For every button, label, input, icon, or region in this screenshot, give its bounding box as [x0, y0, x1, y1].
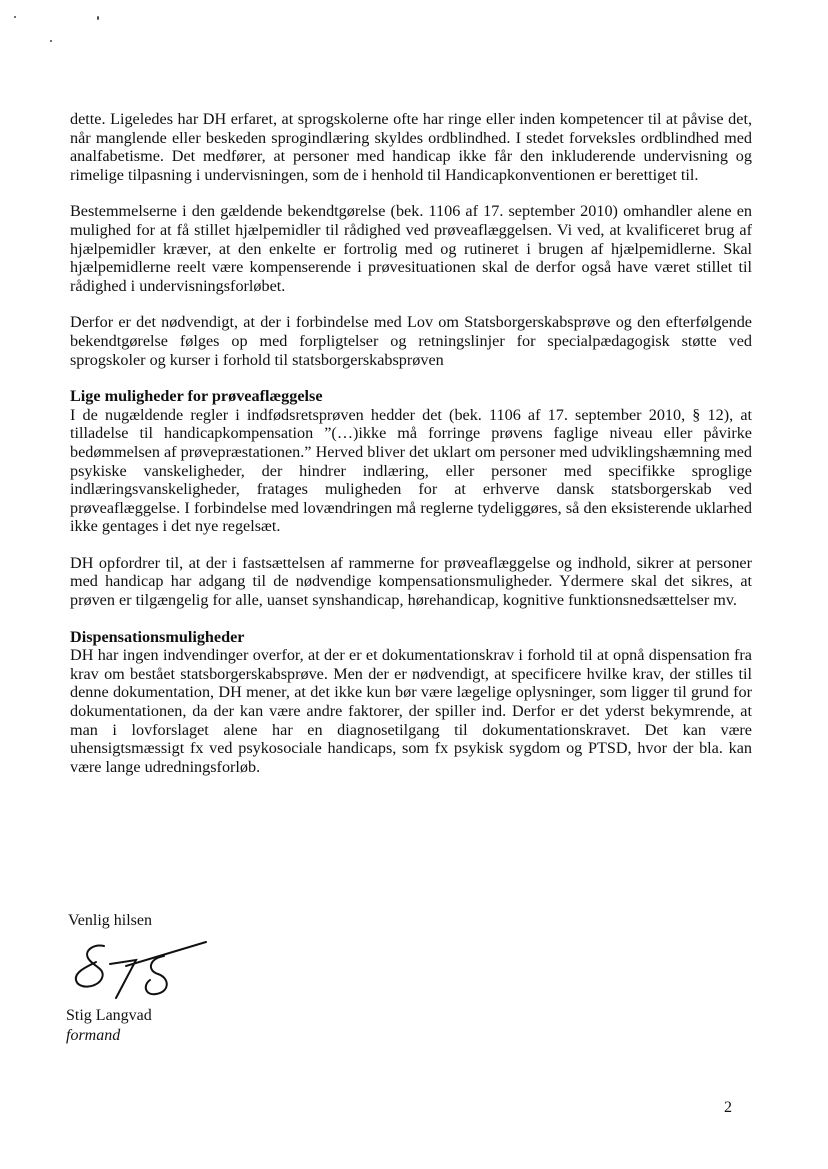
page-number: 2 [724, 1099, 732, 1116]
signer-block [66, 1006, 152, 1046]
paragraph-bestemmelserne: Bestemmelserne i den gældende bekendtgørelse (bek. 1106 af 17. september 2010) omhandler alene en mulighed for at få stillet hjælpemidler til rådighed ved prøveaflæggelsen. Vi ved, at kvalificeret brug af hjælpemidler kræver, at den enkelte er fortrolig med og rutineret i brugen af hjælpemidlerne. Skal hjælpemidlerne reelt være kompenserende i prøvesituationen skal de derfor også have været stillet til rådighed i undervisningsforløbet. [70, 202, 752, 295]
paragraph-dispensationsmuligheder: DH har ingen indvendinger overfor, at der er et dokumentationskrav i forhold til at opnå dispensation fra krav om bestået statsborgerskabsprøve. Men der er nødvendigt, at specificere hvilke krav, der stilles til denne dokumentation, DH mener, at det ikke kun bør være lægelige oplysninger, som ligger til grund for dokumentationen, da der kan være andre faktorer, der spiller ind. Derfor er det yderst bekymrende, at man i lovforslaget alene har en diagnosetilgang til dokumentationskravet. Det kan være uhensigtsmæssigt fx ved psykosociale handicaps, som fx psykisk sygdom og PTSD, hvor der bla. kan være lange udredningsforløb. [70, 646, 752, 776]
paragraph-derfor: Derfor er det nødvendigt, at der i forbindelse med Lov om Statsborgerskabsprøve og den efterfølgende bekendtgørelse følges op med forpligtelser og retningslinjer for specialpædagogisk støtte ved sprogskoler og kurser i forhold til statsborgerskabsprøven [70, 313, 752, 369]
signer-title: formand [66, 1027, 121, 1044]
paragraph-dh-opfordrer: DH opfordrer til, at der i fastsættelsen af rammerne for prøveaflæggelse og indhold, sikrer at personer med handicap har adgang til de nødvendige kompensationsmuligheder. Ydermere skal det sikres, at prøven er tilgængelig for alle, uanset synshandicap, hørehandicap, kognitive funktionsnedsættelser mv. [70, 553, 752, 610]
handwritten-signature [66, 936, 216, 1004]
heading-dispensationsmuligheder: Dispensationsmuligheder [70, 627, 245, 646]
paragraph-lige-muligheder: I de nugældende regler i indfødsretsprøven hedder det (bek. 1106 af 17. september 2010, § 12), at tilladelse til handicapkompensation ”(…)ikke må forringe prøvens faglige niveau eller påvirke bedømmelsen af prøvepræstationen.” Herved bliver det uklart om personer med udviklingshæmning med psykiske vanskeligheder, der hindrer indlæring, eller personer med specifikke sproglige indlæringsvanskeligheder, fratages muligheden for at erhverve dansk statsborgerskab ved prøveaflæggelse. I forbindelse med lovændringen må reglerne tydeliggøres, så den eksisterende uklarhed ikke gentages i det nye regelsæt. [70, 405, 752, 536]
signer-name: Stig Langvad [66, 1007, 152, 1024]
letter-body [70, 110, 752, 794]
heading-lige-muligheder: Lige muligheder for prøveaflæggelse [70, 387, 323, 406]
paragraph-ordblindhed: dette. Ligeledes har DH erfaret, at sprogskolerne ofte har ringe eller inden kompetencer til at påvise det, når manglende eller beskeden sprogindlæring skyldes ordblindhed. I stedet forveksles ordblindhed med analfabetisme. Det medfører, at personer med handicap ikke får den inkluderende undervisning og rimelige tilpasning i undervisningen, som de i henhold til Handicapkonventionen er berettiget til. [70, 110, 752, 184]
closing-greeting: Venlig hilsen [68, 912, 152, 929]
